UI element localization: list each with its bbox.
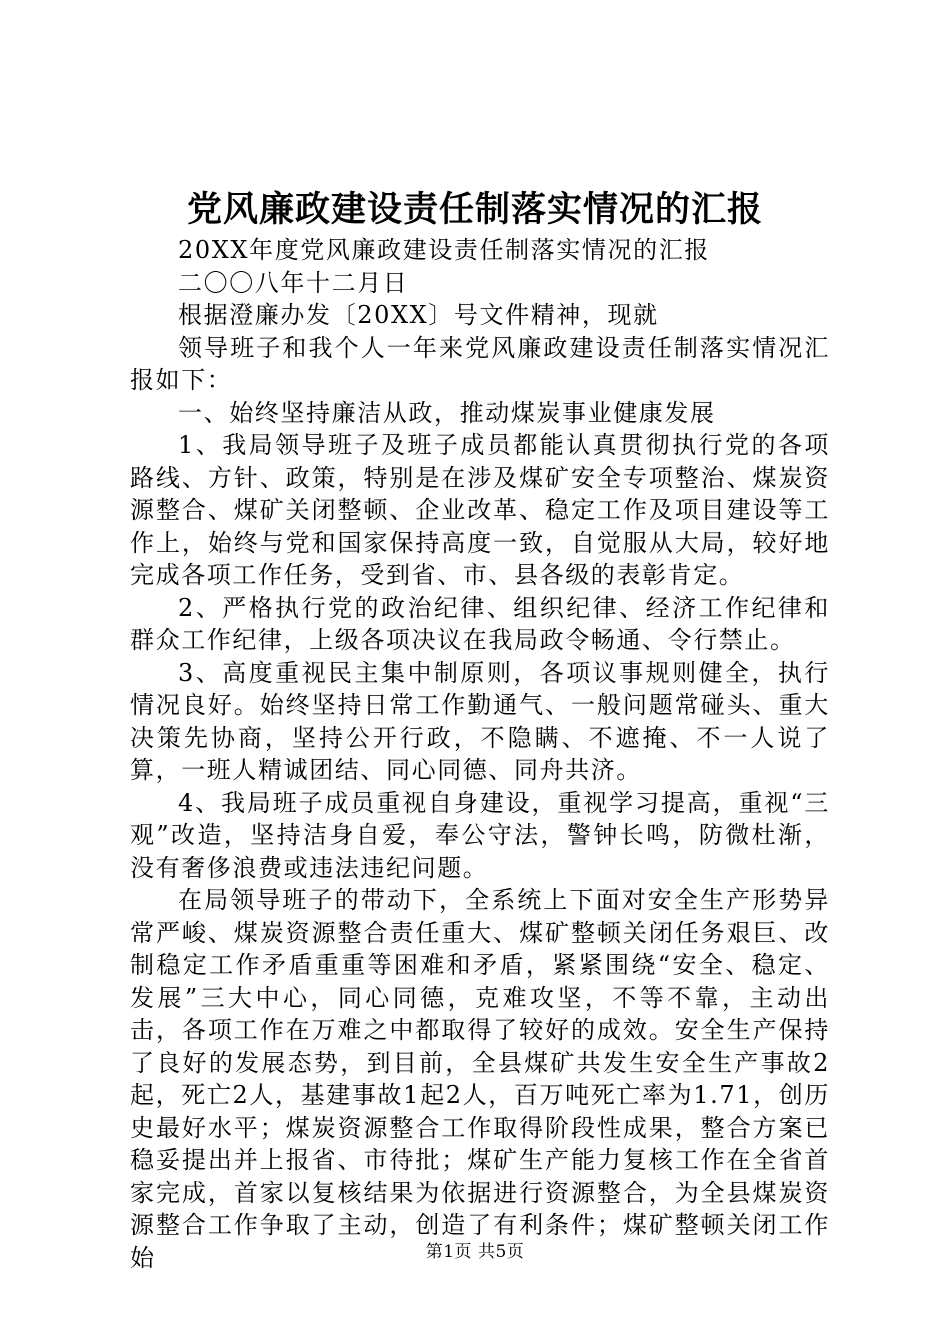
body-paragraph-5: 在局领导班子的带动下，全系统上下面对安全生产形势异常严峻、煤炭资源整合责任重大、煤矿整顿关闭任务艰巨、改制稳定工作矛盾重重等困难和矛盾，紧紧围绕“安全、稳定、发展”三大中心，同心同德，克难攻坚，不等不靠，主动出击，各项工作在万难之中都取得了较好的成效。安全生产保持了良好的发展态势，到目前，全县煤矿共发生安全生产事故2起，死亡2人，基建事故1起2人，百万吨死亡率为1.71，创历史最好水平；煤炭资源整合工作取得阶段性成果，整合方案已稳妥提出并上报省、市待批；煤矿生产能力复核工作在全省首家完成，首家以复核结果为依据进行资源整合，为全县煤炭资源整合工作争取了主动，创造了有利条件；煤矿整顿关闭工作始 bbox=[130, 886, 830, 1272]
body-paragraph-4: 4、我局班子成员重视自身建设，重视学习提高，重视“三观”改造，坚持洁身自爱，奉公守法，警钟长鸣，防微杜渐，没有奢侈浪费或违法违纪问题。 bbox=[130, 788, 830, 882]
body-paragraph-1: 1、我局领导班子及班子成员都能认真贯彻执行党的各项路线、方针、政策，特别是在涉及煤矿安全专项整治、煤炭资源整合、煤矿关闭整顿、企业改革、稳定工作及项目建设等工作上，始终与党和国家保持高度一致，自觉服从大局，较好地完成各项工作任务，受到省、市、县各级的表彰肯定。 bbox=[130, 431, 830, 589]
reference-paragraph: 根据澄廉办发〔20XX〕号文件精神，现就 bbox=[178, 301, 659, 329]
document-body bbox=[130, 234, 830, 1274]
page-footer: 第1页 共5页 bbox=[425, 1242, 525, 1262]
document-title: 党风廉政建设责任制落实情况的汇报 bbox=[186, 189, 763, 230]
date-paragraph: 二〇〇八年十二月日 bbox=[178, 268, 409, 297]
body-paragraph-3: 3、高度重视民主集中制原则，各项议事规则健全，执行情况良好。始终坚持日常工作勤通气、一般问题常碰头、重大决策先协商，坚持公开行政，不隐瞒、不遮掩、不一人说了算，一班人精诚团结、同心同德、同舟共济。 bbox=[130, 658, 830, 784]
section-heading: 一、始终坚持廉洁从政，推动煤炭事业健康发展 bbox=[178, 398, 716, 427]
subtitle-paragraph: 20XX年度党风廉政建设责任制落实情况的汇报 bbox=[178, 236, 710, 264]
body-paragraph-2: 2、严格执行党的政治纪律、组织纪律、经济工作纪律和群众工作纪律，上级各项决议在我局政令畅通、令行禁止。 bbox=[130, 593, 830, 654]
intro-paragraph: 领导班子和我个人一年来党风廉政建设责任制落实情况汇报如下： bbox=[130, 333, 830, 394]
